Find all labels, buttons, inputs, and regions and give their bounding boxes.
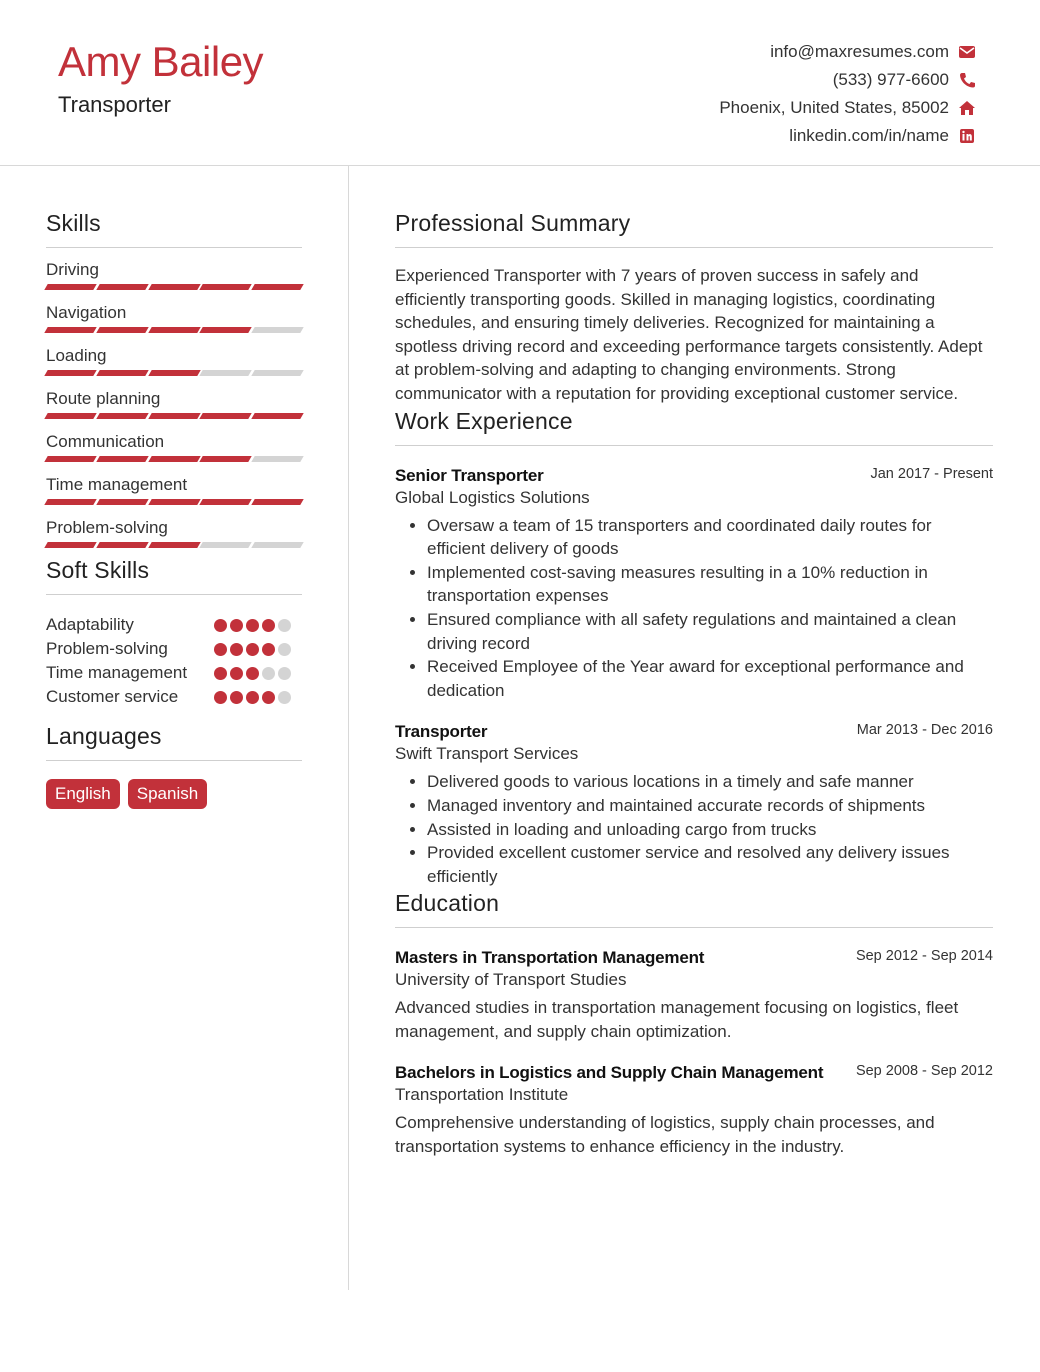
soft-skill-dot <box>246 619 259 632</box>
education-dates: Sep 2012 - Sep 2014 <box>855 948 993 965</box>
skill-level-segment <box>200 456 252 462</box>
left-column <box>46 210 302 809</box>
education-degree: Masters in Transportation Management <box>395 948 705 968</box>
soft-skill-dot <box>278 691 291 704</box>
skill-level-segment <box>251 284 303 290</box>
education-description: Advanced studies in transportation management focusing on logistics, fleet management, and supply chain optimization. <box>395 998 959 1041</box>
skill-level-segment <box>200 413 252 419</box>
phone-icon <box>958 72 976 88</box>
soft-skill-item <box>46 661 302 685</box>
job-bullet: • Oversaw a team of 15 transporters and coordinated daily routes for efficient delivery of goods <box>427 514 993 561</box>
soft-skills-list <box>46 613 302 709</box>
soft-skill-dot <box>262 667 275 680</box>
work-list <box>395 466 993 889</box>
summary-text: Experienced Transporter with 7 years of proven success in safely and efficiently transporting goods. Skilled in managing logistics, coordinating schedules, and ensuring timely deliveries. Recognized for maintaining a spotless driving record and exceeding performance targets consistently. Adept at problem-solving and adapting to changing environments. Strong communicator with a reputation for providing exceptional customer service. <box>395 266 983 403</box>
education-entry <box>395 948 993 1043</box>
soft-skill-label: Adaptability <box>46 615 134 634</box>
envelope-icon <box>958 44 976 60</box>
soft-skill-dot <box>262 643 275 656</box>
skill-item <box>46 256 302 291</box>
skill-level-bar <box>46 412 302 420</box>
skill-item <box>46 342 302 377</box>
soft-skill-item <box>46 685 302 709</box>
home-icon <box>958 100 976 116</box>
skill-level-segment <box>251 456 303 462</box>
contact-list <box>719 38 976 150</box>
skill-label: Driving <box>46 260 99 279</box>
linkedin-icon <box>958 128 976 144</box>
linkedin-text: linkedin.com/in/name <box>789 126 949 145</box>
soft-skill-label: Time management <box>46 663 188 682</box>
soft-skill-dot <box>278 643 291 656</box>
soft-skill-dot <box>214 619 227 632</box>
skill-level-segment <box>200 542 252 548</box>
job-bullet: • Implemented cost-saving measures resulting in a 10% reduction in transportation expenses <box>427 561 993 608</box>
skills-title: Skills <box>46 210 302 248</box>
skill-level-segment <box>251 413 303 419</box>
resume-header <box>0 0 1040 166</box>
soft-skill-dots <box>214 613 294 636</box>
skill-level-segment <box>148 499 200 505</box>
skill-item <box>46 385 302 420</box>
skill-label: Time management <box>46 475 188 494</box>
soft-skill-dot <box>214 643 227 656</box>
soft-skill-dot <box>246 643 259 656</box>
job-header <box>395 466 993 486</box>
soft-skill-label: Customer service <box>46 687 179 706</box>
soft-skill-dot <box>230 667 243 680</box>
skill-level-segment <box>148 284 200 290</box>
skill-item <box>46 428 302 463</box>
job-title: Senior Transporter <box>395 465 544 485</box>
soft-skill-dot <box>278 667 291 680</box>
skill-level-bar <box>46 498 302 506</box>
soft-skill-dot <box>230 643 243 656</box>
soft-skill-dot <box>214 691 227 704</box>
education-title: Education <box>395 890 993 928</box>
skill-level-segment <box>200 370 252 376</box>
job-company: Global Logistics Solutions <box>395 487 590 507</box>
skill-level-bar <box>46 283 302 291</box>
skill-level-segment <box>96 456 148 462</box>
soft-skill-dots <box>214 661 294 684</box>
education-dates: Sep 2008 - Sep 2012 <box>855 1063 993 1080</box>
education-header <box>395 1063 993 1083</box>
education-degree: Bachelors in Logistics and Supply Chain Management <box>395 1063 824 1083</box>
job-header <box>395 722 993 742</box>
soft-skills-title: Soft Skills <box>46 557 302 595</box>
skill-level-segment <box>148 456 200 462</box>
skill-level-segment <box>44 327 96 333</box>
skill-label: Route planning <box>46 389 161 408</box>
skill-level-segment <box>96 370 148 376</box>
education-school: University of Transport Studies <box>395 970 627 990</box>
skill-level-segment <box>148 542 200 548</box>
soft-skill-label: Problem-solving <box>46 639 168 658</box>
job-dates: Mar 2013 - Dec 2016 <box>856 722 993 739</box>
soft-skill-dots <box>214 637 294 660</box>
skill-item <box>46 299 302 334</box>
skill-level-segment <box>251 327 303 333</box>
education-description: Comprehensive understanding of logistics, supply chain processes, and transportation systems to enhance efficiency in the industry. <box>395 1113 935 1157</box>
skill-level-segment <box>96 413 148 419</box>
skill-level-segment <box>44 542 96 548</box>
job-bullet: • Ensured compliance with all safety regulations and maintained a clean driving record <box>427 608 993 655</box>
candidate-name: Amy Bailey <box>58 38 264 85</box>
skill-level-segment <box>96 499 148 505</box>
skill-level-segment <box>148 370 200 376</box>
phone-text: (533) 977-6600 <box>832 70 949 89</box>
soft-skill-dot <box>262 691 275 704</box>
job-company: Swift Transport Services <box>395 744 579 764</box>
languages-title: Languages <box>46 723 302 761</box>
skill-level-segment <box>200 327 252 333</box>
skill-level-segment <box>200 499 252 505</box>
email-text: info@maxresumes.com <box>770 42 949 61</box>
contact-location <box>719 94 976 122</box>
skill-level-segment <box>96 542 148 548</box>
skill-label: Problem-solving <box>46 518 168 537</box>
education-school: Transportation Institute <box>395 1085 569 1105</box>
skill-level-segment <box>251 542 303 548</box>
skill-level-segment <box>148 413 200 419</box>
skill-label: Navigation <box>46 303 127 322</box>
work-title: Work Experience <box>395 408 993 446</box>
soft-skill-dot <box>246 691 259 704</box>
summary-title: Professional Summary <box>395 210 993 248</box>
skill-label: Communication <box>46 432 165 451</box>
soft-skill-item <box>46 637 302 661</box>
soft-skill-dot <box>278 619 291 632</box>
candidate-role: Transporter <box>58 92 171 117</box>
job-entry <box>395 722 993 888</box>
skill-level-segment <box>96 327 148 333</box>
skill-level-bar <box>46 369 302 377</box>
contact-linkedin[interactable] <box>719 122 976 150</box>
job-bullet: • Provided excellent customer service and resolved any delivery issues efficiently <box>427 841 993 888</box>
skill-level-segment <box>96 284 148 290</box>
skill-level-segment <box>200 284 252 290</box>
skill-level-segment <box>44 284 96 290</box>
skill-level-segment <box>251 499 303 505</box>
skill-level-bar <box>46 541 302 549</box>
skill-level-bar <box>46 455 302 463</box>
education-list <box>395 948 993 1158</box>
job-dates: Jan 2017 - Present <box>870 465 993 482</box>
job-bullet: • Received Employee of the Year award for exceptional performance and dedication <box>427 655 993 702</box>
job-bullet: • Assisted in loading and unloading cargo from trucks <box>427 818 993 842</box>
soft-skill-dot <box>230 619 243 632</box>
skill-level-bar <box>46 326 302 334</box>
languages-list <box>46 779 302 809</box>
job-bullets <box>395 770 993 888</box>
language-badge: English <box>46 779 120 809</box>
skill-level-segment <box>44 413 96 419</box>
education-header <box>395 948 993 968</box>
soft-skill-dots <box>214 685 294 708</box>
skill-level-segment <box>44 370 96 376</box>
column-divider <box>348 166 349 1290</box>
job-bullets <box>395 514 993 703</box>
location-text: Phoenix, United States, 85002 <box>719 98 949 117</box>
soft-skill-item <box>46 613 302 637</box>
right-column <box>395 210 993 1159</box>
skill-level-segment <box>148 327 200 333</box>
job-bullet: • Delivered goods to various locations in a timely and safe manner <box>427 770 993 794</box>
job-title: Transporter <box>395 722 488 742</box>
soft-skill-dot <box>262 619 275 632</box>
skill-label: Loading <box>46 346 107 365</box>
job-entry <box>395 466 993 703</box>
skill-item <box>46 514 302 549</box>
contact-phone[interactable] <box>719 66 976 94</box>
skill-level-segment <box>44 456 96 462</box>
soft-skill-dot <box>214 667 227 680</box>
education-entry <box>395 1063 993 1158</box>
contact-email[interactable] <box>719 38 976 66</box>
skill-item <box>46 471 302 506</box>
skill-level-segment <box>44 499 96 505</box>
soft-skill-dot <box>246 667 259 680</box>
language-badge: Spanish <box>128 779 207 809</box>
soft-skill-dot <box>230 691 243 704</box>
skill-level-segment <box>251 370 303 376</box>
skills-list <box>46 256 302 549</box>
job-bullet: • Managed inventory and maintained accurate records of shipments <box>427 794 993 818</box>
